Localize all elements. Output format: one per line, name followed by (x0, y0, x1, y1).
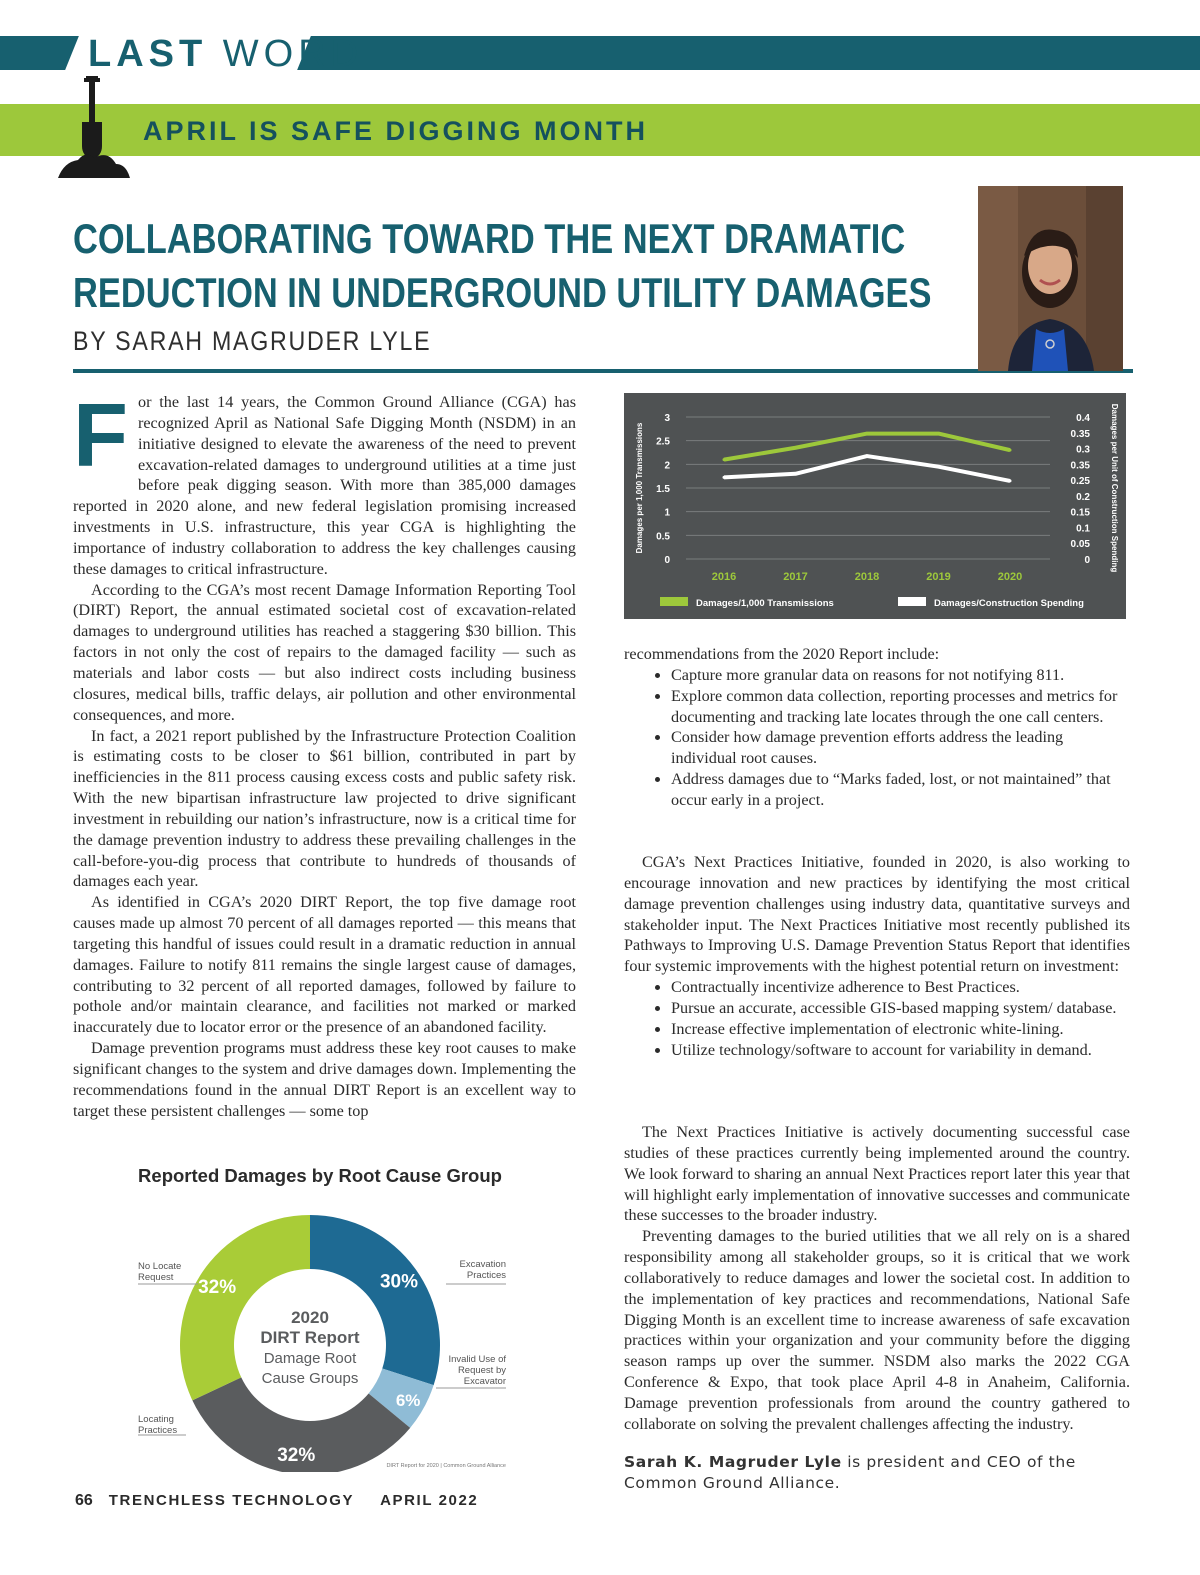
list-item: • Increase effective implementation of electronic white-lining. (671, 1019, 1130, 1040)
paragraph-4: As identified in CGA’s 2020 DIRT Report, the top five damage root causes made up almost 70 percent of all damages reported — this means that targeting this handful of issues could result in a dramatic reduction in annual damages. Failure to notify 811 remains the single largest cause of damages, contributing to 32 percent of all reported damages, followed by failure to pothole and/or maintain clearance, and facilities not marked or marked inaccurately due to locator error or the presence of an abandoned facility. (73, 893, 576, 1037)
list-item: • Capture more granular data on reasons for not notifying 811. (671, 665, 1130, 686)
y2-tick-label: 0.15 (1070, 507, 1090, 519)
y2-tick-label: 0.05 (1070, 539, 1090, 551)
page-footer (75, 1492, 478, 1510)
list-item: • Pursue an accurate, accessible GIS-based mapping system/ database. (671, 998, 1130, 1019)
callout-label: Practices (466, 1270, 506, 1281)
issue-date: APRIL 2022 (380, 1492, 479, 1509)
y2-tick-label: 0.35 (1070, 460, 1090, 472)
y2-tick-label: 0.25 (1070, 476, 1090, 488)
legend-label: Damages/Construction Spending (934, 598, 1084, 609)
damages-line-chart (624, 393, 1126, 619)
x-tick-label: 2019 (926, 571, 951, 583)
y-tick-label: 0 (664, 555, 670, 566)
center-label-line: 2020 (291, 1308, 329, 1327)
magazine-name: TRENCHLESS TECHNOLOGY (108, 1492, 355, 1509)
center-label-line: Cause Groups (261, 1370, 359, 1387)
data-point (1009, 479, 1012, 482)
paragraph-6: recommendations from the 2020 Report include: (624, 645, 940, 663)
callout-label: No Locate (138, 1261, 182, 1272)
legend-label: Damages/1,000 Transmissions (696, 598, 834, 609)
article-column-right-middle (624, 852, 1130, 1060)
y2-tick-label: 0 (1084, 555, 1090, 566)
drop-cap: F (73, 386, 128, 486)
paragraph-1 (73, 386, 576, 580)
paragraph-8: The Next Practices Initiative is actively documenting successful case studies of these practices currently being implemented around the country. We look forward to sharing an annual Next Practices report later this year that will highlight early implementation of innovative successes and communicate these successes to the broader industry. (624, 1123, 1130, 1225)
paragraph-7: CGA’s Next Practices Initiative, founded in 2020, is also working to encourage innovation and new practices by identifying the most critical damage prevention challenges using industry data, quantitative surveys and stakeholder input. The Next Practices Initiative most recently published its Pathways to Improving U.S. Damage Prevention Status Report that identifies four systemic improvements with the highest potential return on investment: (624, 853, 1130, 976)
y2-axis-label: Damages per Unit of Construction Spending (1110, 403, 1119, 573)
article-column-right-bottom (624, 1122, 1130, 1435)
y-axis-label: Damages per 1,000 Transmissions (635, 422, 644, 554)
paragraph-2: According to the CGA’s most recent Damage Information Reporting Tool (DIRT) Report, the annual estimated societal cost of excavation-related damages to underground utilities has reached a staggering $30 billion. This factors in not only the cost of repairs to the damaged facility — such as materials and labor costs — but also indirect costs including business closures, medical bills, traffic delays, air pollution and other environmental consequences, and more. (73, 580, 576, 724)
data-point (937, 465, 940, 468)
slice-value-label: 32% (198, 1277, 237, 1299)
callout-label: Request by (457, 1365, 506, 1376)
data-point (1009, 449, 1012, 452)
x-tick-label: 2017 (783, 571, 808, 583)
y-tick-label: 1 (664, 507, 670, 519)
x-tick-label: 2018 (854, 571, 880, 583)
data-point (866, 432, 869, 435)
y2-tick-label: 0.3 (1076, 444, 1090, 456)
y2-tick-label: 0.35 (1070, 428, 1090, 440)
y2-tick-label: 0.1 (1076, 523, 1090, 535)
list-item: • Address damages due to “Marks faded, lost, or not maintained” that occur early in a project. (671, 769, 1130, 811)
shovel-icon (56, 72, 132, 184)
improvements-list (624, 977, 1130, 1060)
article-column-left (73, 386, 576, 1122)
y-tick-label: 1.5 (656, 484, 670, 495)
y-tick-label: 2.5 (656, 436, 670, 448)
page-number: 66 (75, 1492, 93, 1509)
article-title-line2: REDUCTION IN UNDERGROUND UTILITY DAMAGES (73, 269, 932, 316)
y-tick-label: 3 (664, 413, 670, 424)
list-item: • Explore common data collection, reporting processes and metrics for documenting and tracking late locates through the one call centers. (671, 686, 1130, 728)
callout-label: Practices (138, 1425, 178, 1436)
callout-label: Request (138, 1272, 174, 1283)
recommendations-list (624, 665, 1130, 811)
y2-tick-label: 0.2 (1076, 491, 1090, 503)
author-bio (624, 1452, 1134, 1494)
callout-label: Excavator (463, 1376, 506, 1387)
legend-swatch (898, 597, 926, 606)
y-tick-label: 2 (664, 460, 670, 472)
chart-background (624, 393, 1126, 619)
donut-title: Reported Damages by Root Cause Group (138, 1165, 502, 1186)
callout-label: Locating (138, 1414, 174, 1425)
list-item: • Consider how damage prevention efforts address the leading individual root causes. (671, 727, 1130, 769)
center-label-line: DIRT Report (260, 1328, 360, 1347)
callout-label: Excavation (459, 1259, 506, 1270)
paragraph-3: In fact, a 2021 report published by the Infrastructure Protection Coalition is estimating costs to be closer to $61 billion, contributed in part by inefficiencies in the 811 process causing excess costs and public safety risk. With the new bipartisan infrastructure law projected to drive significant investment in rebuilding our nation’s infrastructure, now is a critical time for the damage prevention industry to address these prevailing challenges in the call-before-you-dig process that contribute to hundreds of thousands of damages each year. (73, 726, 576, 891)
data-point (723, 476, 726, 479)
root-cause-donut-chart (128, 1160, 518, 1472)
data-point (866, 455, 869, 458)
kicker-text: APRIL IS SAFE DIGGING MONTH (143, 116, 649, 146)
y2-tick-label: 0.4 (1076, 413, 1090, 424)
center-label-line: Damage Root (263, 1350, 357, 1367)
data-point (794, 446, 797, 449)
section-label-bold: LAST (88, 33, 208, 75)
legend-swatch (660, 597, 688, 606)
slice-value-label: 6% (395, 1390, 421, 1410)
list-item: • Contractually incentivize adherence to Best Practices. (671, 977, 1130, 998)
x-tick-label: 2020 (997, 571, 1023, 583)
data-point (794, 472, 797, 475)
slice-value-label: 32% (277, 1445, 316, 1467)
byline: BY SARAH MAGRUDER LYLE (73, 326, 432, 356)
author-bio-text: is president and CEO of the Common Ground Alliance. (624, 1453, 1076, 1492)
y-tick-label: 0.5 (656, 531, 670, 543)
source-note: DIRT Report for 2020 | Common Ground Alliance (386, 1463, 506, 1469)
x-tick-label: 2016 (711, 571, 737, 583)
article-title-line1: COLLABORATING TOWARD THE NEXT DRAMATIC (73, 215, 906, 262)
paragraph-9: Preventing damages to the buried utilities that we all rely on is a shared responsibility among all stakeholder groups, so it is critical that we work collaboratively to reduce damages and lower the societal cost. In addition to the implementation of key practices and recommendations, National Safe Digging Month is an excellent time to increase awareness of safe excavation practices within your organization and your community before the digging season ramps up over the summer. NSDM also marks the 2022 CGA Conference & Expo, that took place April 4-8 in Anaheim, California. Damage prevention professionals from around the country gathered to collaborate on solving the prevalent challenges affecting the industry. (624, 1227, 1130, 1433)
author-portrait (978, 186, 1123, 371)
article-title (73, 212, 932, 320)
data-point (723, 458, 726, 461)
author-name: Sarah K. Magruder Lyle (624, 1453, 842, 1471)
callout-label: Invalid Use of (448, 1354, 506, 1365)
slice-value-label: 30% (379, 1271, 419, 1293)
section-label-light: WORD (222, 33, 364, 75)
article-column-right-top (624, 644, 1130, 811)
data-point (937, 432, 940, 435)
list-item: • Utilize technology/software to account for variability in demand. (671, 1040, 1130, 1061)
paragraph-1-text: or the last 14 years, the Common Ground Alliance (CGA) has recognized April as National Safe Digging Month (NSDM) in an initiative designed to elevate the awareness of the need to prevent excavation-related damages to underground utilities at a time just before peak digging season. With more than 385,000 damages reported in 2020 alone, and new federal legislation promising increased investments in U.S. infrastructure, this year CGA is highlighting the importance of industry collaboration to address the key challenges causing these damages to critical infrastructure. (73, 393, 576, 578)
title-rule (73, 369, 1133, 373)
section-label (88, 34, 363, 74)
paragraph-5: Damage prevention programs must address these key root causes to make significant changes to the system and drive damages down. Implementing the recommendations found in the annual DIRT Report is an excellent way to target these persistent challenges — some top (73, 1039, 576, 1120)
